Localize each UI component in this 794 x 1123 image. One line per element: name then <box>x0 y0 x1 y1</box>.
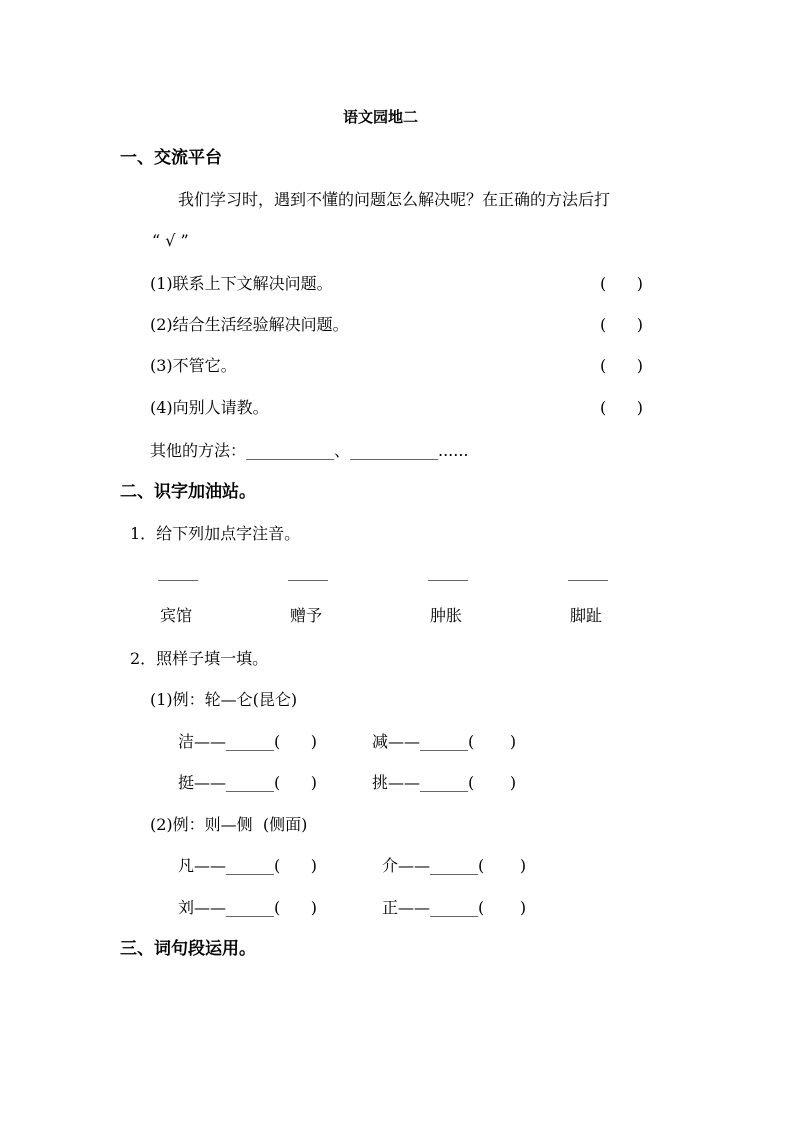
fill-item[interactable]: 凡——______( ) <box>178 856 318 875</box>
other-methods-line[interactable]: 其他的方法：___________、___________...... <box>150 441 469 460</box>
section-heading-3: 三、词句段运用。 <box>120 939 256 959</box>
option-item: (4)向别人请教。 <box>150 398 269 417</box>
option-item: (3)不管它。 <box>150 356 237 375</box>
pinyin-blank[interactable]: _____ <box>568 562 608 581</box>
example-2: (2)例：则—侧 (侧面) <box>150 815 308 834</box>
fill-item[interactable]: 正——______( ) <box>382 898 527 917</box>
option-item: (2)结合生活经验解决问题。 <box>150 315 349 334</box>
fill-item[interactable]: 刘——______( ) <box>178 898 318 917</box>
section-heading-2: 二、识字加油站。 <box>120 482 256 502</box>
page-title: 语文园地二 <box>343 108 419 126</box>
word-item: 脚趾 <box>570 606 603 625</box>
fill-item[interactable]: 介——______( ) <box>382 856 527 875</box>
fill-item[interactable]: 挑——______( ) <box>372 773 517 792</box>
example-1: (1)例：轮—仑(昆仑) <box>150 690 298 709</box>
question-2-prompt: 2．照样子填一填。 <box>130 649 269 668</box>
fill-item[interactable]: 洁——______( ) <box>178 732 318 751</box>
pinyin-blank[interactable]: _____ <box>428 562 468 581</box>
pinyin-blank[interactable]: _____ <box>158 562 198 581</box>
word-item: 宾馆 <box>160 606 193 625</box>
answer-blank[interactable]: ( ) <box>600 274 643 293</box>
section-1-intro: 我们学习时，遇到不懂的问题怎么解决呢？在正确的方法后打 <box>178 190 611 209</box>
fill-item[interactable]: 减——______( ) <box>372 732 517 751</box>
answer-blank[interactable]: ( ) <box>600 315 643 334</box>
option-item: (1)联系上下文解决问题。 <box>150 274 333 293</box>
word-item: 赠予 <box>290 606 323 625</box>
fill-item[interactable]: 挺——______( ) <box>178 773 318 792</box>
answer-blank[interactable]: ( ) <box>600 398 643 417</box>
section-heading-1: 一、交流平台 <box>120 148 222 168</box>
answer-blank[interactable]: ( ) <box>600 356 643 375</box>
word-item: 肿胀 <box>430 606 463 625</box>
section-1-intro-checkmark: “ √ ” <box>152 231 189 250</box>
pinyin-blank[interactable]: _____ <box>288 562 328 581</box>
question-1-prompt: 1．给下列加点字注音。 <box>130 524 301 543</box>
